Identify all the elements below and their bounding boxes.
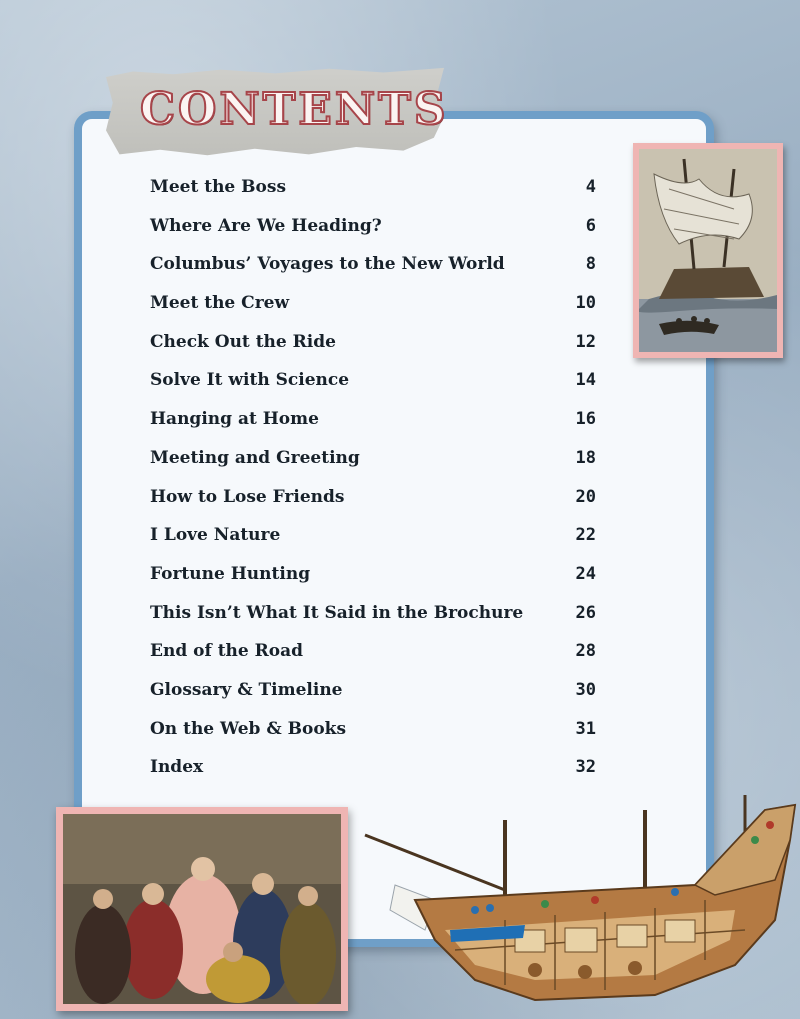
toc-entry-title: This Isn’t What It Said in the Brochure: [150, 602, 524, 623]
shipwreck-engraving: [639, 149, 777, 352]
toc-entry-page: 32: [575, 757, 596, 778]
toc-entry[interactable]: [150, 293, 596, 332]
toc-entry-title: Index: [150, 757, 204, 778]
toc-entry[interactable]: [150, 409, 596, 448]
court-scene-illustration: [63, 814, 341, 1004]
toc-entry-title: Meet the Boss: [150, 177, 287, 197]
toc-entry[interactable]: [150, 680, 596, 719]
toc-entry-title: Meeting and Greeting: [150, 447, 360, 468]
toc-entry-page: 31: [575, 718, 596, 739]
toc-entry[interactable]: [150, 216, 596, 255]
toc-entry-title: Fortune Hunting: [150, 563, 311, 584]
toc-entry-page: 10: [575, 293, 596, 314]
toc-entry-title: Where Are We Heading?: [150, 215, 382, 236]
toc-entry-page: 4: [585, 177, 596, 197]
toc-entry-title: End of the Road: [150, 641, 304, 662]
table-of-contents: [150, 177, 596, 796]
toc-entry-page: 20: [575, 486, 596, 507]
toc-entry[interactable]: [150, 254, 596, 293]
toc-entry[interactable]: [150, 332, 596, 371]
toc-entry-page: 6: [585, 215, 596, 236]
toc-entry[interactable]: [150, 177, 596, 216]
toc-entry-page: 22: [575, 525, 596, 546]
toc-entry[interactable]: [150, 641, 596, 680]
toc-entry-title: Hanging at Home: [150, 409, 319, 430]
toc-entry[interactable]: [150, 370, 596, 409]
toc-entry[interactable]: [150, 525, 596, 564]
ship-cutaway-illustration: [355, 780, 800, 1015]
toc-entry-title: I Love Nature: [150, 525, 281, 546]
toc-entry-page: 8: [585, 254, 596, 275]
toc-entry-page: 24: [575, 563, 596, 584]
toc-entry-title: Solve It with Science: [150, 370, 350, 391]
shipwreck-photo: [633, 143, 783, 358]
toc-entry-title: Columbus’ Voyages to the New World: [150, 254, 505, 275]
royal-court-painting: [56, 807, 348, 1011]
toc-entry[interactable]: [150, 603, 596, 642]
toc-entry-page: 26: [575, 602, 596, 623]
toc-entry-page: 14: [575, 370, 596, 391]
toc-entry-title: How to Lose Friends: [150, 486, 345, 507]
toc-entry-title: Meet the Crew: [150, 293, 290, 314]
toc-entry-page: 18: [575, 447, 596, 468]
toc-entry[interactable]: [150, 487, 596, 526]
toc-entry-page: 12: [575, 331, 596, 352]
toc-entry-page: 30: [575, 679, 596, 700]
galleon-cutaway: [355, 780, 800, 1015]
toc-entry-page: 16: [575, 409, 596, 430]
toc-entry-title: Glossary & Timeline: [150, 679, 343, 700]
page-title: CONTENTS: [140, 84, 449, 135]
toc-entry-page: 28: [575, 641, 596, 662]
toc-entry-title: Check Out the Ride: [150, 331, 336, 352]
toc-entry[interactable]: [150, 448, 596, 487]
toc-entry-title: On the Web & Books: [150, 718, 347, 739]
toc-entry[interactable]: [150, 564, 596, 603]
toc-entry[interactable]: [150, 719, 596, 758]
